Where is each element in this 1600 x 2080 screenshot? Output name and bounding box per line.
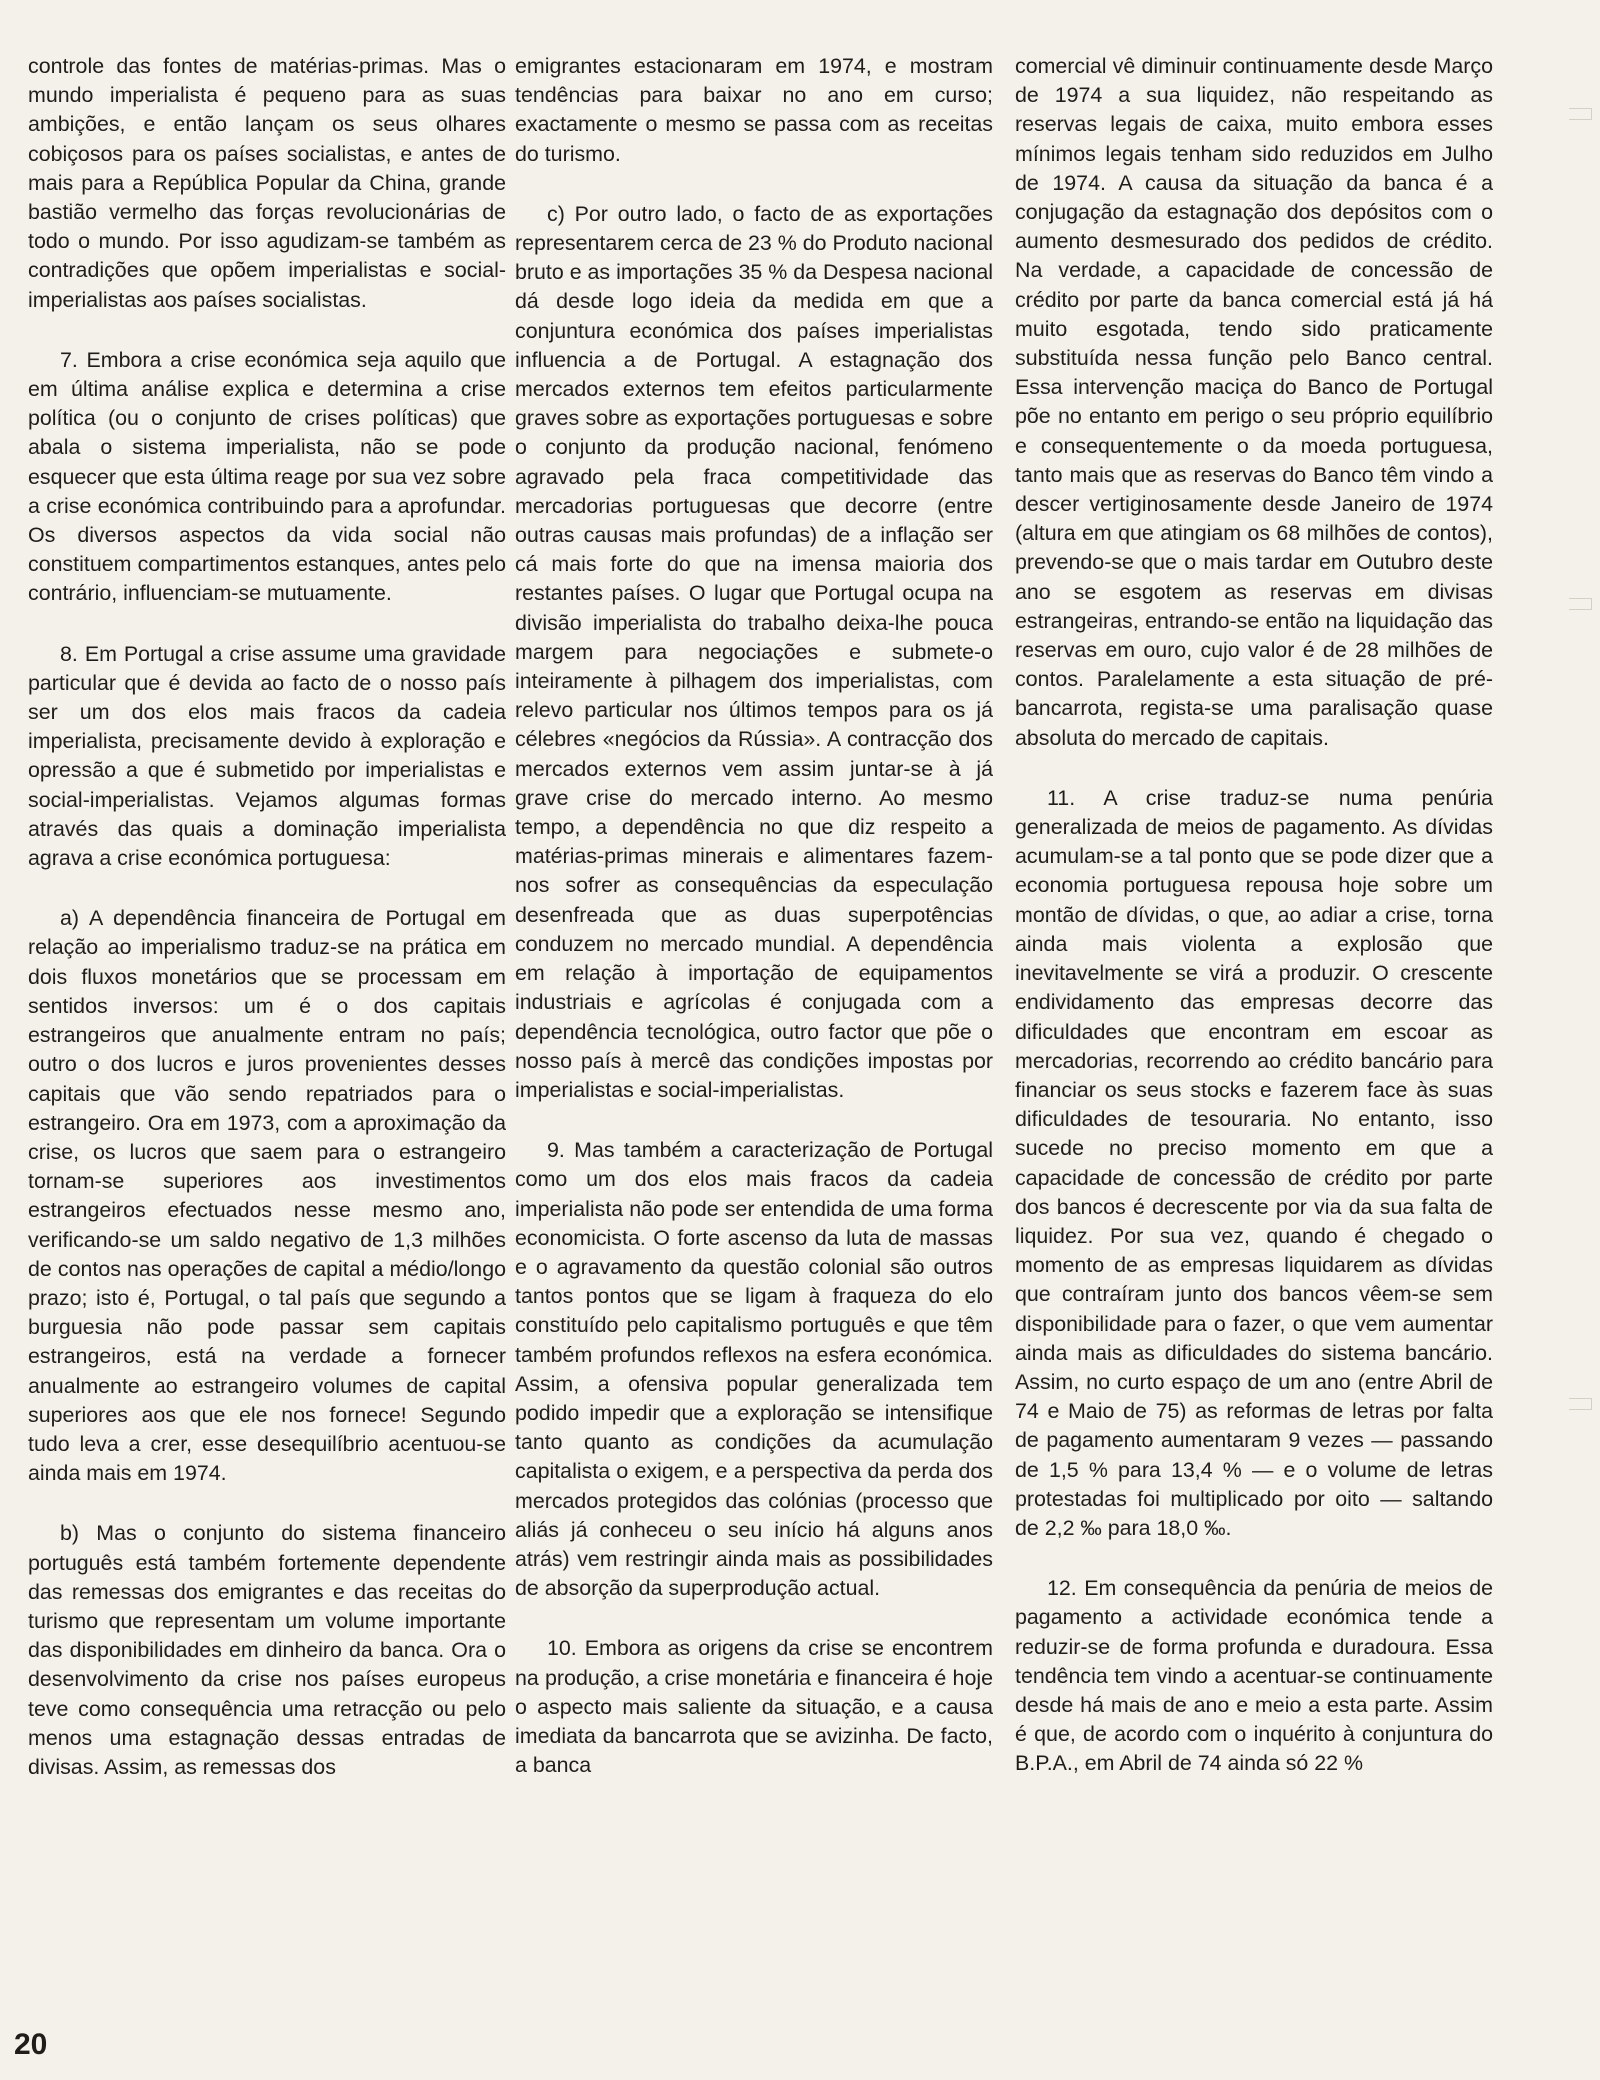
paragraph-9: 9. Mas também a caracterização de Portugal como um dos elos mais fracos da cadeia imperialista não pode ser entendida de uma forma economicista. O forte ascenso da luta de massas e o agravamento da questão colonial são outros tantos pontos que se ligam à fraqueza do elo constituído pelo capitalismo português e que têm também profundos reflexos na esfera económica. Assim, a ofensiva popular generalizada tem podido impedir que a exploração se intensifique tanto quanto as condições da acumulação capitalista o exigem, e a perspectiva da perda dos mercados protegidos das colónias (processo que aliás já conheceu o seu início há alguns anos atrás) vem restringir ainda mais as possibilidades de absorção da superprodução actual.	[515, 1138, 993, 1601]
paragraph: emigrantes estacionaram em 1974, e mostram tendências para baixar no ano em curso; exactamente o mesmo se passa com as receitas do turismo.	[515, 54, 993, 166]
text-column-1	[28, 52, 506, 2012]
paragraph-8b: b) Mas o conjunto do sistema financeiro português está também fortemente dependente das remessas dos emigrantes e das receitas do turismo que representam um volume importante das disponibilidades em dinheiro da banca. Ora o desenvolvimento da crise nos países europeus teve como consequência uma retracção ou pelo menos uma estagnação dessas entradas de divisas. Assim, as remessas dos	[28, 1521, 506, 1779]
paragraph-8c: c) Por outro lado, o facto de as exportações representarem cerca de 23 % do Produto nacional bruto e as importações 35 % da Despesa nacional dá desde logo ideia da medida em que a conjuntura económica dos países imperialistas influencia a de Portugal. A estagnação dos mercados externos tem efeitos particularmente graves sobre as exportações portuguesas e sobre o conjunto da produção nacional, fenómeno agravado pela fraca competitividade das mercadorias portuguesas que decorre (entre outras causas mais profundas) de a inflação ser cá mais forte do que na imensa maioria dos restantes países. O lugar que Portugal ocupa na divisão imperialista do trabalho deixa-lhe pouca margem para negociações e submete-o inteiramente à pilhagem dos imperialistas, com relevo particular nos últimos tempos para os já célebres «negócios da Rússia». A contracção dos mercados externos vem assim juntar-se à já grave crise do mercado interno. Ao mesmo tempo, a dependência no que diz respeito a matérias-primas minerais e alimentares fazem-nos sofrer as consequências da especulação desenfreada que as duas superpotências conduzem no mercado mundial. A dependência em relação à importação de equipamentos industriais e agrícolas é conjugada com a dependência tecnológica, outro factor que põe o nosso país à mercê das condições impostas por imperialistas e social-imperialistas.	[515, 201, 993, 1102]
binding-mark	[1569, 1398, 1592, 1410]
paragraph-7: 7. Embora a crise económica seja aquilo que em última análise explica e determina a crise política (ou o conjunto de crises políticas) que abala o sistema imperialista, não se pode esquecer que esta última reage por sua vez sobre a crise económica contribuindo para a aprofundar. Os diversos aspectos da vida social não constituem compartimentos estanques, antes pelo contrário, influenciam-se mutuamente.	[28, 347, 506, 606]
paragraph-10: 10. Embora as origens da crise se encontrem na produção, a crise monetária e financeira é hoje o aspecto mais saliente da situação, e a causa imediata da bancarrota que se avizinha. De facto, a banca	[515, 1636, 993, 1778]
paragraph: controle das fontes de matérias-primas. Mas o mundo imperialista é pequeno para as suas ambições, e então lançam os seus olhares cobiçosos para os países socialistas, e antes de mais para a República Popular da China, grande bastião vermelho das forças revolucionárias de todo o mundo. Por isso agudizam-se também as contradições que opõem imperialistas e social-imperialistas aos países socialistas.	[28, 54, 506, 312]
binding-mark	[1569, 108, 1592, 120]
page-number: 20	[14, 2028, 48, 2061]
text-column-3	[1015, 52, 1493, 2012]
paragraph-8: 8. Em Portugal a crise assume uma gravidade particular que é devida ao facto de o nosso país ser um dos elos mais fracos da cadeia imperialista, precisamente devido à exploração e opressão a que é submetido por imperialistas e social-imperialistas. Vejamos algumas formas através das quais a dominação imperialista agrava a crise económica portuguesa:	[28, 641, 506, 871]
paragraph-12: 12. Em consequência da penúria de meios de pagamento a actividade económica tende a reduzir-se de forma profunda e duradoura. Essa tendência tem vindo a acentuar-se continuamente desde há mais de ano e meio a esta parte. Assim é que, de acordo com o inquérito à conjuntura do B.P.A., em Abril de 74 ainda só 22 %	[1015, 1576, 1493, 1776]
text-column-2	[515, 52, 993, 2012]
paragraph-8a: a) A dependência financeira de Portugal em relação ao imperialismo traduz-se na prática em dois fluxos monetários que se processam em sentidos inversos: um é o dos capitais estrangeiros que anualmente entram no país; outro o dos lucros e juros provenientes desses capitais que vão sendo repatriados para o estrangeiro. Ora em 1973, com a aproximação da crise, os lucros que saem para o estrangeiro tornam-se superiores aos investimentos estrangeiros efectuados nesse mesmo ano, verificando-se um saldo negativo de 1,3 milhões de contos nas operações de capital a médio/longo prazo; isto é, Portugal, o tal país que segundo a burguesia não pode passar sem capitais estrangeiros, está na verdade a fornecer anualmente ao estrangeiro volumes de capital superiores aos que ele nos fornece! Segundo tudo leva a crer, esse desequilíbrio acentuou-se ainda mais em 1974.	[28, 906, 506, 1486]
paragraph: comercial vê diminuir continuamente desde Março de 1974 a sua liquidez, não respeitando as reservas legais de caixa, muito embora esses mínimos legais tenham sido reduzidos em Julho de 1974. A causa da situação da banca é a conjugação da estagnação dos depósitos com o aumento desmesurado dos pedidos de crédito. Na verdade, a capacidade de concessão de crédito por parte da banca comercial está já há muito esgotada, tendo sido praticamente substituída nessa função pelo Banco central. Essa intervenção maciça do Banco de Portugal põe no entanto em perigo o seu próprio equilíbrio e consequentemente o da moeda portuguesa, tanto mais que as reservas do Banco têm vindo a descer vertiginosamente desde Janeiro de 1974 (altura em que atingiam os 68 milhões de contos), prevendo-se que o mais tardar em Outubro deste ano se esgotem as reservas em divisas estrangeiras, entrando-se então na liquidação das reservas em ouro, cujo valor é de 28 milhões de contos. Paralelamente a esta situação de pré-bancarrota, regista-se uma paralisação quase absoluta do mercado de capitais.	[1015, 54, 1493, 750]
binding-mark	[1569, 598, 1592, 610]
paragraph-11: 11. A crise traduz-se numa penúria generalizada de meios de pagamento. As dívidas acumulam-se a tal ponto que se pode dizer que a economia portuguesa repousa hoje sobre um montão de dívidas, o que, ao adiar a crise, torna ainda mais violenta a explosão que inevitavelmente se virá a produzir. O crescente endividamento das empresas decorre das dificuldades que encontram em escoar as mercadorias, recorrendo ao crédito bancário para financiar os seus stocks e fazerem face às suas dificuldades de tesouraria. No entanto, isso sucede no preciso momento em que a capacidade de concessão de crédito por parte dos bancos é decrescente por via da sua falta de liquidez. Por sua vez, quando é chegado o momento de as empresas liquidarem as dívidas que contraíram junto dos bancos vêem-se sem disponibilidade para o fazer, o que vem aumentar ainda mais as dificuldades do sistema bancário. Assim, no curto espaço de um ano (entre Abril de 74 e Maio de 75) as reformas de letras por falta de pagamento aumentaram 9 vezes — passando de 1,5 % para 13,4 % — e o volume de letras protestadas foi multiplicado por oito — saltando de 2,2 ‰ para 18,0 ‰.	[1015, 785, 1493, 1540]
